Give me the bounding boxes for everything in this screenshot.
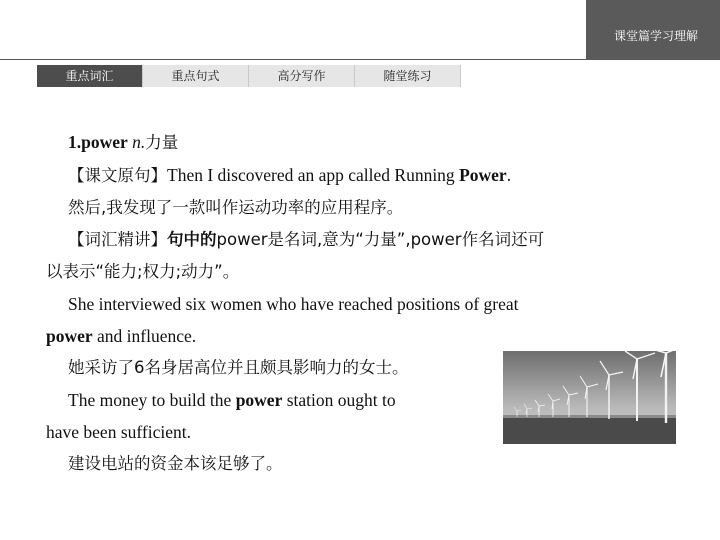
header-rule — [0, 59, 720, 60]
tab-key-sentences[interactable]: 重点句式 — [143, 65, 249, 87]
vocab-explanation-line1 — [46, 224, 686, 256]
top-bar — [0, 0, 720, 60]
part-of-speech: n. — [132, 132, 146, 152]
source-translation: 然后,我发现了一款叫作运动功率的应用程序。 — [68, 198, 404, 217]
example1-highlight: power — [46, 326, 93, 346]
example1-rest: and influence. — [92, 326, 197, 346]
wind-turbines-photo — [503, 351, 676, 444]
example2-pre: The money to build the — [68, 390, 236, 410]
source-highlight: Power — [459, 165, 507, 185]
source-text-post: . — [506, 165, 512, 185]
entry-word: 1.power — [68, 132, 128, 152]
tab-writing[interactable]: 高分写作 — [249, 65, 355, 87]
example2-highlight: power — [235, 390, 283, 410]
example1-translation: 她采访了6名身居高位并且颇具影响力的女士。 — [68, 358, 409, 377]
example1-en-line2 — [46, 320, 686, 352]
entry-meaning: 力量 — [145, 133, 179, 152]
source-tag: 【课文原句】 — [68, 166, 167, 185]
example1-en-line1: She interviewed six women who have reached positions of great — [68, 294, 519, 314]
vocab-text-1: power是名词,意为“力量”,power作名词还可 — [216, 230, 545, 249]
example2-post: station ought to — [282, 390, 396, 410]
wind-turbines-image — [503, 351, 676, 444]
source-text-pre: Then I discovered an app called Running — [167, 165, 460, 185]
example2-en-line2: have been sufficient. — [46, 422, 191, 442]
entry-heading — [46, 126, 686, 159]
section-title: 课堂篇学习理解 — [613, 29, 698, 43]
tab-key-vocabulary[interactable]: 重点词汇 — [37, 65, 143, 87]
tab-practice[interactable]: 随堂练习 — [355, 65, 461, 87]
vocab-explanation-line2: 以表示“能力;权力;动力”。 — [46, 262, 240, 281]
source-sentence — [46, 159, 686, 192]
tab-bar — [37, 65, 461, 87]
example2-translation: 建设电站的资金本该足够了。 — [68, 454, 283, 473]
vocab-tag: 【词汇精讲】 — [68, 230, 167, 249]
vocab-bold: 句中的 — [167, 230, 217, 249]
